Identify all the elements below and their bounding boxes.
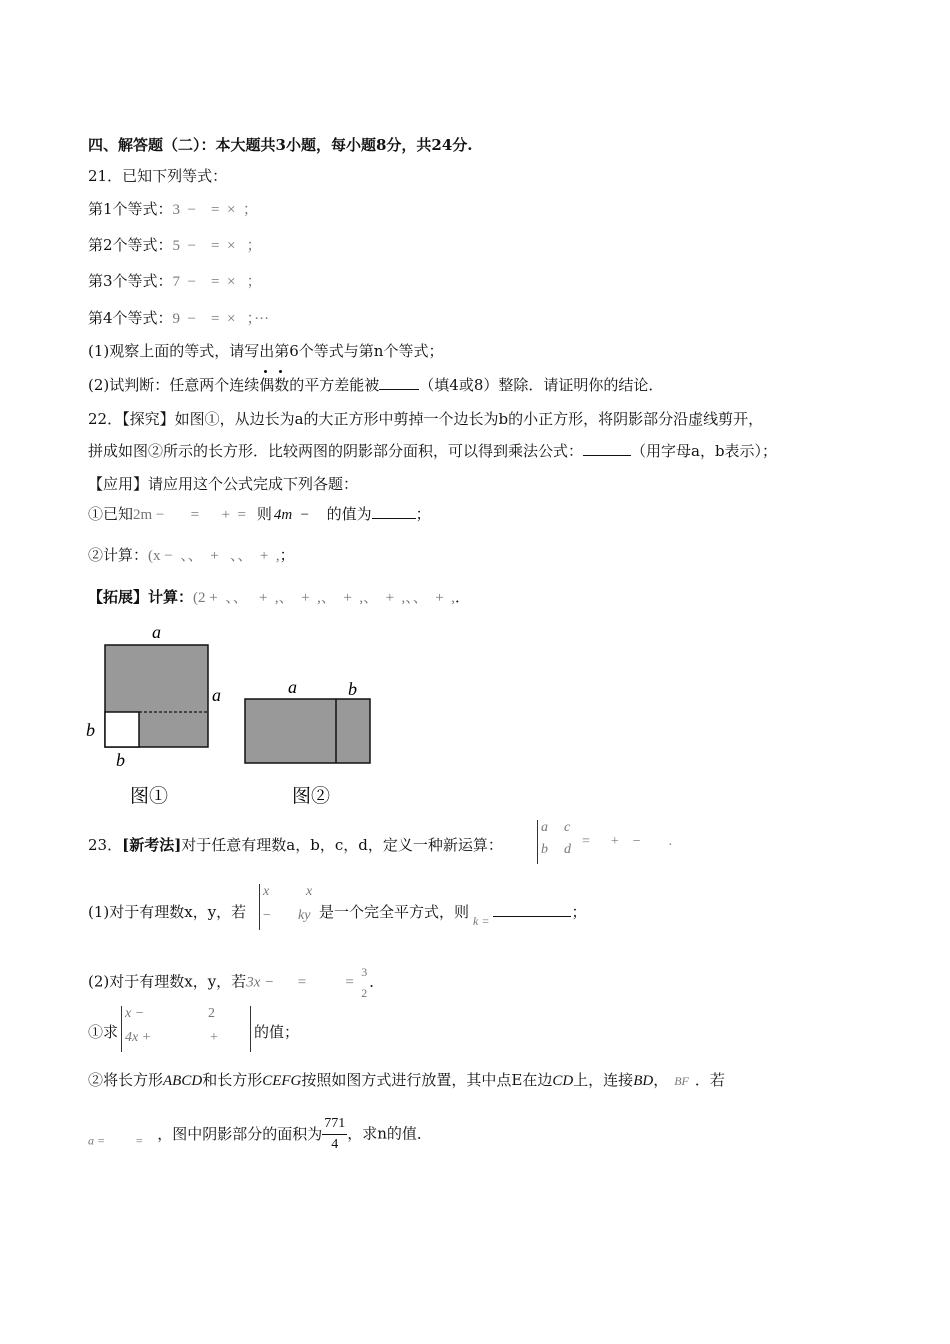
emph-dot xyxy=(279,370,282,373)
p1-det-tl: x xyxy=(263,884,270,899)
line2-a: 拼成如图②所示的长方形．比较两图的阴影部分面积，可以得到乘法公式： xyxy=(88,442,584,460)
q23-p1-rest xyxy=(319,902,586,931)
q21-part1: (1)观察上面的等式，请写出第6个等式与第n个等式； xyxy=(88,342,444,360)
last-a: ，图中阴影部分的面积为 xyxy=(157,1124,323,1143)
fig1-caption: 图① xyxy=(130,786,169,807)
p2-b: ． xyxy=(369,972,385,991)
eq1-prefix: 第1个等式： xyxy=(88,200,173,218)
p1-det-tr: x xyxy=(306,884,313,899)
p1-b: 是一个完全平方式，则 xyxy=(319,903,470,921)
app1-a: ①已知 xyxy=(88,505,134,523)
q23-line1-b: 对于任意有理数a，b，c，d，定义一种新运算： xyxy=(181,836,503,854)
sub2-d: 上，连接 xyxy=(573,1071,634,1089)
sub2-f: ．若 xyxy=(694,1071,725,1089)
fig1-label-a-right: a xyxy=(212,685,221,705)
app1-math1: 2m − = + = xyxy=(133,507,247,523)
ext-a: 【拓展】计算： xyxy=(88,588,194,606)
area-frac-num: 771 xyxy=(322,1114,347,1135)
sub2-bf: BF xyxy=(674,1074,689,1088)
fig2-label-a: a xyxy=(288,677,297,697)
sub2-abcd: ABCD xyxy=(163,1073,203,1089)
p1-det-bl: − xyxy=(263,908,271,923)
figure-2 xyxy=(245,677,370,807)
sub1-det-br: + xyxy=(210,1030,218,1045)
q23-sub1 xyxy=(88,1022,118,1042)
value-blank[interactable] xyxy=(372,504,416,519)
fig1-small-square xyxy=(105,712,139,747)
app2-b: ； xyxy=(279,546,295,564)
q21-eq2 xyxy=(88,235,262,256)
part2-c: 的平方差能被 xyxy=(289,376,380,394)
app1-math2: 4m − xyxy=(273,507,310,523)
formula-blank[interactable] xyxy=(583,441,631,456)
q21-stem: 21．已知下列等式： xyxy=(88,167,228,185)
q23-p1 xyxy=(88,902,246,922)
p2-math: 3x − = = xyxy=(246,974,355,991)
eq1-expr: 3 − = × ； xyxy=(172,202,258,218)
sub2-c: 按照如图方式进行放置，其中点E在边 xyxy=(301,1071,553,1089)
eq3-prefix: 第3个等式： xyxy=(88,272,173,290)
app1-c: 的值为 xyxy=(326,505,372,523)
fig2-rectangle xyxy=(245,699,370,763)
det-c: c xyxy=(564,820,571,835)
fig1-label-b-left: b xyxy=(86,720,95,740)
eq2-prefix: 第2个等式： xyxy=(88,236,173,254)
q22-figures xyxy=(80,618,400,813)
sub1-det-tl: x − xyxy=(125,1006,145,1021)
sub2-cefg: CEFG xyxy=(262,1073,302,1089)
q21-eq1 xyxy=(88,199,258,220)
app1-b: 则 xyxy=(256,505,272,523)
sub1-a: ①求 xyxy=(88,1023,119,1041)
sub1-det-bl: 4x + xyxy=(125,1030,152,1045)
sub1-det xyxy=(121,1006,251,1052)
sub1-det-tr: 2 xyxy=(208,1006,215,1021)
part2-d: （填4或8）整除．请证明你的结论． xyxy=(419,376,664,394)
q23-line1 xyxy=(88,835,503,855)
q21-eq4 xyxy=(88,308,269,329)
k-blank[interactable] xyxy=(493,902,571,917)
sub2-bd: BD xyxy=(633,1073,654,1089)
fig1-label-a-top: a xyxy=(152,622,161,642)
part2-emph xyxy=(259,376,289,394)
answer-blank[interactable] xyxy=(379,375,419,390)
q22-line1: 22．【探究】如图①，从边长为a的大正方形中剪掉一个边长为b的小正方形，将阴影部分沿虚线剪开， xyxy=(88,410,764,428)
q22-app1 xyxy=(88,504,431,525)
section-title: 四、解答题（二）：本大题共3小题，每小题8分，共24分. xyxy=(88,136,473,154)
ext-math: (2 + 、、 + ,、 + ,、 + ,、 + ,、、 + , xyxy=(193,590,456,606)
app1-d: ； xyxy=(415,505,431,523)
q23-last xyxy=(88,1114,432,1155)
eq2-expr: 5 − = × ； xyxy=(172,238,262,254)
p1-a: (1)对于有理数x，y，若 xyxy=(88,903,247,921)
q22-line2 xyxy=(88,441,777,461)
app2-a: ②计算： xyxy=(88,546,149,564)
q23-tag: [新考法] xyxy=(122,836,182,854)
last-b: ，求n的值． xyxy=(347,1124,432,1143)
app2-math: (x − 、、 + 、、 + , xyxy=(148,548,280,564)
part2-a: (2)试判断：任意两个连续 xyxy=(88,376,260,394)
q23-num: 23． xyxy=(88,836,123,854)
sub2-b: 和长方形 xyxy=(202,1071,263,1089)
eq4-expr: 9 − = × ；··· xyxy=(172,311,270,327)
part2-emph-text: 偶数 xyxy=(259,376,290,394)
sub2-cd: CD xyxy=(552,1073,574,1089)
area-fraction xyxy=(322,1114,347,1155)
p1-k: k = xyxy=(473,914,490,928)
last-math: a = = xyxy=(88,1133,144,1148)
p1-det xyxy=(259,884,318,930)
q23-p2 xyxy=(88,962,384,1003)
eq4-prefix: 第4个等式： xyxy=(88,309,173,327)
q22-app2 xyxy=(88,545,295,566)
sub1-b: 的值； xyxy=(254,1023,300,1041)
p2-frac-num: 3 xyxy=(359,962,369,983)
q22-line3: 【应用】请应用这个公式完成下列各题： xyxy=(88,475,359,493)
det-d: d xyxy=(564,842,571,857)
det-definition-rhs: = + − . xyxy=(582,834,673,849)
sub2-a: ②将长方形 xyxy=(88,1071,164,1089)
det-b: b xyxy=(541,842,548,857)
det-definition xyxy=(537,820,582,864)
fig1-label-b-bottom: b xyxy=(116,750,125,770)
line2-b: （用字母a，b表示）； xyxy=(631,442,778,460)
area-frac-den: 4 xyxy=(331,1137,339,1152)
p1-det-br: ky xyxy=(298,908,311,923)
q23-sub2 xyxy=(88,1070,725,1091)
fig2-caption: 图② xyxy=(292,786,331,807)
p2-a: (2)对于有理数x，y，若 xyxy=(88,972,247,991)
q22-ext xyxy=(88,587,470,608)
eq3-expr: 7 − = × ； xyxy=(172,274,262,290)
p1-c: ； xyxy=(571,903,587,921)
ext-b: ． xyxy=(455,588,471,606)
p2-frac-den: 2 xyxy=(361,986,368,1000)
sub2-e: ， xyxy=(653,1071,669,1089)
fig2-label-b: b xyxy=(348,679,357,699)
q21-eq3 xyxy=(88,271,262,292)
figure-1 xyxy=(86,622,221,807)
emph-dot xyxy=(264,370,267,373)
p2-frac xyxy=(359,962,369,1003)
det-a: a xyxy=(541,820,548,835)
q21-part2 xyxy=(88,375,663,395)
